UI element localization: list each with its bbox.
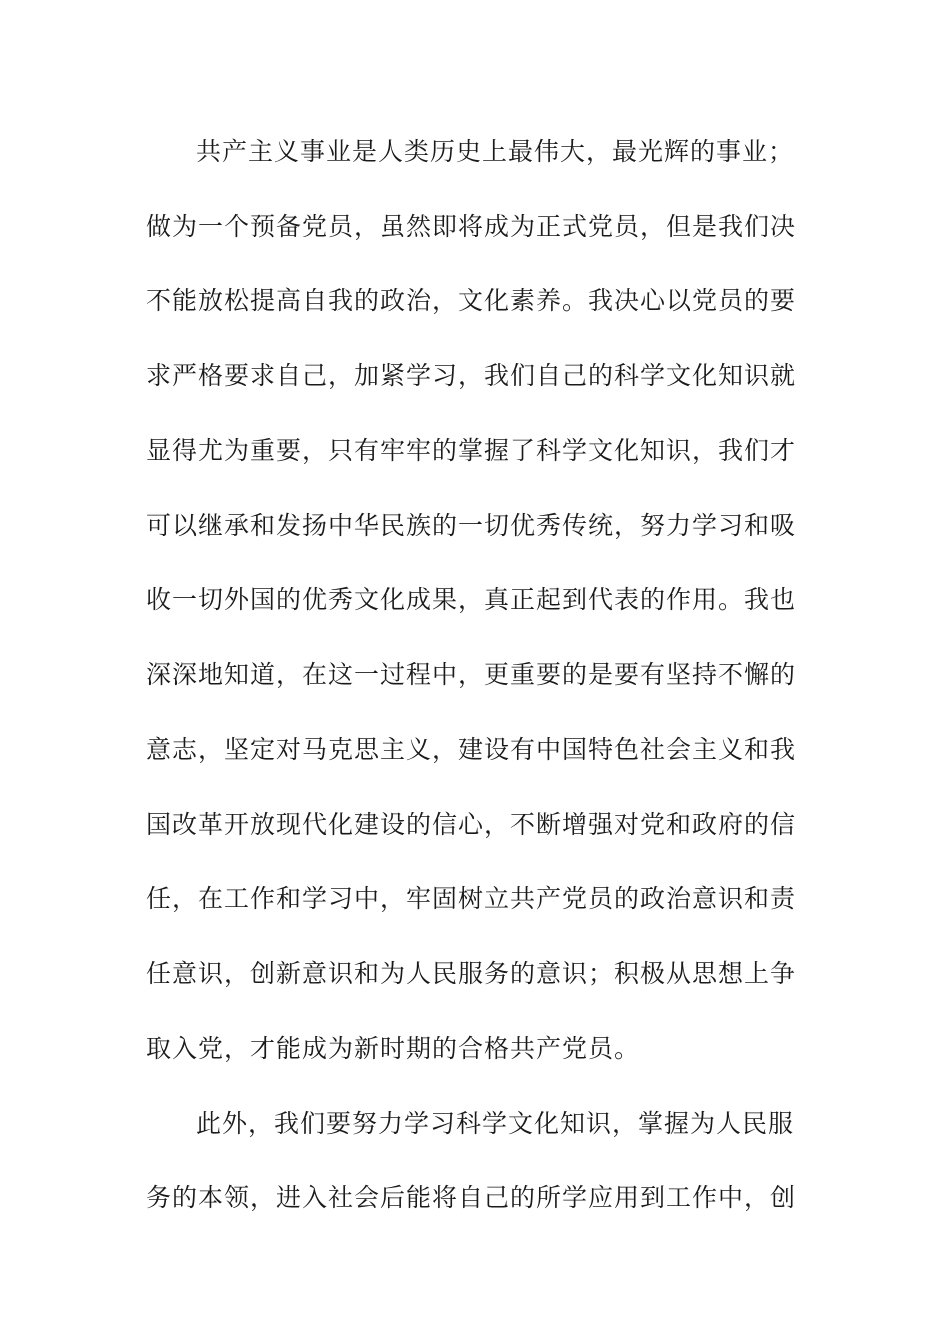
paragraph-1-line-5: 显得尤为重要，只有牢牢的掌握了科学文化知识，我们才 [146, 436, 797, 465]
paragraph-1-line-11: 任，在工作和学习中，牢固树立共产党员的政治意识和责 [146, 884, 797, 913]
paragraph-1-line-12: 任意识，创新意识和为人民服务的意识；积极从思想上争 [146, 959, 797, 988]
paragraph-1-line-1: 共产主义事业是人类历史上最伟大，最光辉的事业； [196, 137, 795, 166]
paragraph-1-line-6: 可以继承和发扬中华民族的一切优秀传统，努力学习和吸 [146, 511, 797, 540]
paragraph-1-line-13: 取入党，才能成为新时期的合格共产党员。 [146, 1034, 641, 1063]
paragraph-2-line-1: 此外，我们要努力学习科学文化知识，掌握为人民服 [196, 1109, 795, 1138]
paragraph-1-line-3: 不能放松提高自我的政治，文化素养。我决心以党员的要 [146, 286, 797, 315]
paragraph-1-line-9: 意志，坚定对马克思主义，建设有中国特色社会主义和我 [146, 735, 797, 764]
paragraph-1-line-7: 收一切外国的优秀文化成果，真正起到代表的作用。我也 [146, 585, 797, 614]
paragraph-1-line-4: 求严格要求自己，加紧学习，我们自己的科学文化知识就 [146, 361, 797, 390]
paragraph-1-line-8: 深深地知道，在这一过程中，更重要的是要有坚持不懈的 [146, 660, 797, 689]
paragraph-2-line-2: 务的本领，进入社会后能将自己的所学应用到工作中，创 [146, 1183, 797, 1212]
paragraph-1-line-10: 国改革开放现代化建设的信心，不断增强对党和政府的信 [146, 810, 797, 839]
paragraph-1-line-2: 做为一个预备党员，虽然即将成为正式党员，但是我们决 [146, 212, 797, 241]
